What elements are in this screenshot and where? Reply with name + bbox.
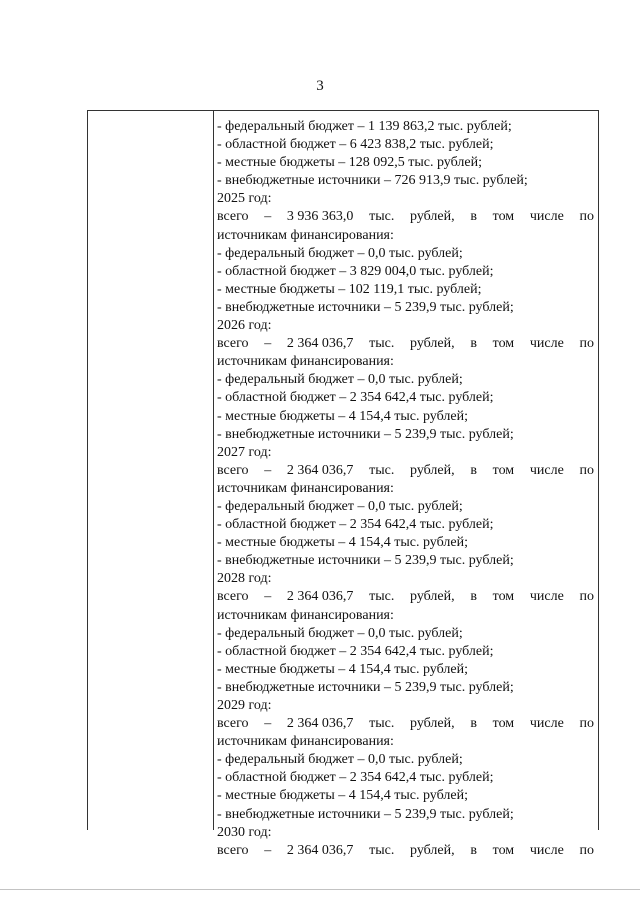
year-heading: 2025 год: [217, 191, 272, 207]
total-line-word: по [579, 842, 594, 858]
text-line: - внебюджетные источники – 5 239,9 тыс. рублей; [217, 553, 514, 569]
year-heading: 2029 год: [217, 698, 272, 713]
total-line-word: числе [529, 209, 564, 225]
text-line: - федеральный бюджет – 0,0 тыс. рублей; [217, 752, 463, 768]
text-line: источникам финансирования: [217, 227, 394, 243]
total-line-word: – [264, 336, 272, 352]
text-line: - внебюджетные источники – 5 239,9 тыс. рублей; [217, 299, 514, 315]
total-line [217, 208, 594, 226]
total-line-word: по [579, 209, 594, 225]
total-line-word: по [579, 589, 594, 605]
total-line-word: рублей, [410, 462, 455, 478]
total-line-word: числе [529, 589, 564, 605]
year-heading: 2026 год: [217, 318, 272, 334]
total-line-word: числе [529, 462, 564, 478]
total-line-word: – [264, 842, 272, 858]
total-line-word: тыс. [369, 716, 395, 732]
total-line-word: 3 936 363,0 [286, 209, 354, 225]
year-heading: 2027 год: [217, 444, 272, 460]
total-line [217, 462, 594, 480]
total-line-word: том [492, 842, 515, 858]
total-line-word: том [492, 336, 515, 352]
year-heading: 2028 год: [217, 571, 272, 587]
year-heading: 2030 год: [217, 824, 272, 840]
text-line: - федеральный бюджет – 0,0 тыс. рублей; [217, 245, 463, 261]
total-line [217, 335, 594, 353]
total-line-word: том [492, 589, 515, 605]
text-line: источникам финансирования: [217, 480, 394, 496]
text-line: - областной бюджет – 2 354 642,4 тыс. рублей; [217, 390, 494, 406]
text-line: - областной бюджет – 6 423 838,2 тыс. рублей; [217, 137, 494, 153]
text-line: - областной бюджет – 2 354 642,4 тыс. рублей; [217, 770, 494, 786]
total-line-word: – [264, 209, 272, 225]
total-line-word: 2 364 036,7 [286, 336, 354, 352]
total-line-word: всего [217, 842, 249, 858]
total-line-word: тыс. [369, 842, 395, 858]
total-line-word: числе [529, 336, 564, 352]
text-line: - местные бюджеты – 4 154,4 тыс. рублей; [217, 788, 468, 804]
total-line-word: том [492, 716, 515, 732]
total-line-word: всего [217, 716, 249, 732]
total-line-word: том [492, 462, 515, 478]
total-line-word: 2 364 036,7 [286, 462, 354, 478]
total-line-word: 2 364 036,7 [286, 842, 354, 858]
text-line: - местные бюджеты – 102 119,1 тыс. рублей; [217, 281, 482, 297]
total-line-word: рублей, [410, 336, 455, 352]
total-line-word: в [470, 336, 477, 352]
text-line: - федеральный бюджет – 0,0 тыс. рублей; [217, 498, 463, 514]
total-line-word: 2 364 036,7 [286, 716, 354, 732]
total-line-word: рублей, [410, 209, 455, 225]
text-line: - внебюджетные источники – 5 239,9 тыс. рублей; [217, 806, 514, 822]
text-line: - федеральный бюджет – 1 139 863,2 тыс. рублей; [217, 119, 512, 134]
total-line [217, 715, 594, 733]
total-line [217, 588, 594, 606]
text-line: - федеральный бюджет – 0,0 тыс. рублей; [217, 625, 463, 641]
text-line: - местные бюджеты – 4 154,4 тыс. рублей; [217, 661, 468, 677]
total-line-word: по [579, 336, 594, 352]
total-line-word: в [470, 589, 477, 605]
total-line [217, 842, 594, 860]
total-line-word: всего [217, 589, 249, 605]
total-line-word: всего [217, 462, 249, 478]
total-line-word: рублей, [410, 589, 455, 605]
text-line: - областной бюджет – 2 354 642,4 тыс. рублей; [217, 643, 494, 659]
total-line-word: рублей, [410, 716, 455, 732]
total-line-word: том [492, 209, 515, 225]
total-line-word: в [470, 209, 477, 225]
page-number: 3 [316, 78, 324, 94]
total-line-word: в [470, 842, 477, 858]
total-line-word: рублей, [410, 842, 455, 858]
text-line: источникам финансирования: [217, 607, 394, 623]
text-line: - областной бюджет – 2 354 642,4 тыс. рублей; [217, 517, 494, 533]
total-line-word: тыс. [369, 589, 395, 605]
total-line-word: – [264, 462, 272, 478]
total-line-word: – [264, 589, 272, 605]
total-line-word: тыс. [369, 209, 395, 225]
total-line-word: числе [529, 842, 564, 858]
text-line: - областной бюджет – 3 829 004,0 тыс. рублей; [217, 263, 494, 279]
text-line: - местные бюджеты – 4 154,4 тыс. рублей; [217, 535, 468, 551]
text-line: - внебюджетные источники – 726 913,9 тыс. рублей; [217, 173, 528, 189]
total-line-word: в [470, 716, 477, 732]
total-line-word: числе [529, 716, 564, 732]
text-line: - внебюджетные источники – 5 239,9 тыс. рублей; [217, 426, 514, 442]
text-line: - внебюджетные источники – 5 239,9 тыс. рублей; [217, 679, 514, 695]
total-line-word: тыс. [369, 336, 395, 352]
total-line-word: в [470, 462, 477, 478]
text-line: - местные бюджеты – 4 154,4 тыс. рублей; [217, 408, 468, 424]
total-line-word: всего [217, 209, 249, 225]
text-line: источникам финансирования: [217, 354, 394, 370]
text-line: источникам финансирования: [217, 734, 394, 750]
total-line-word: тыс. [369, 462, 395, 478]
total-line-word: – [264, 716, 272, 732]
total-line-word: 2 364 036,7 [286, 589, 354, 605]
financing-details-cell [217, 118, 594, 860]
text-line: - федеральный бюджет – 0,0 тыс. рублей; [217, 372, 463, 388]
scan-artifact-line [0, 889, 640, 890]
total-line-word: всего [217, 336, 249, 352]
total-line-word: по [579, 462, 594, 478]
financing-table [87, 110, 599, 858]
text-line: - местные бюджеты – 128 092,5 тыс. рублей; [217, 155, 482, 171]
column-divider [213, 111, 214, 830]
total-line-word: по [579, 716, 594, 732]
